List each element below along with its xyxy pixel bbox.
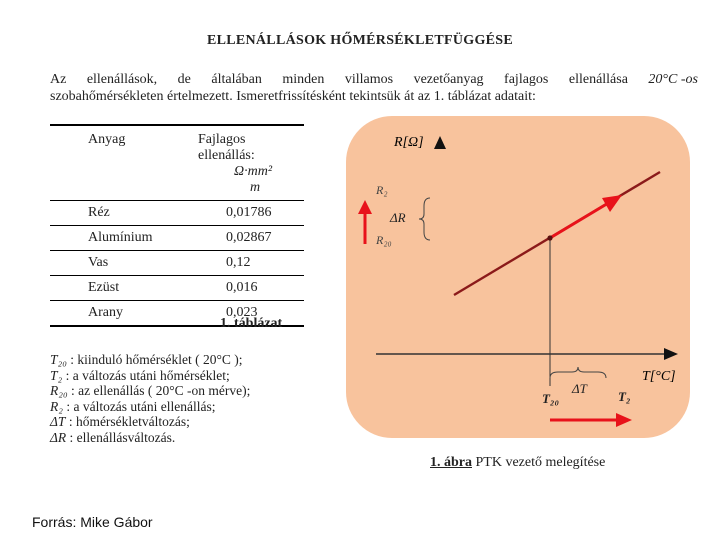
line-change-arrow — [550, 202, 610, 238]
y-axis-label: R[Ω] — [394, 135, 424, 150]
legend-item — [50, 352, 250, 368]
intro-line-1 — [50, 71, 698, 88]
legend-symbol: ΔR — [50, 429, 67, 445]
figure-caption-number: 1. ábra — [430, 455, 472, 470]
y-axis-arrow-icon — [434, 136, 446, 149]
table-row — [50, 276, 304, 301]
header-unit-top: Ω·mm² — [234, 164, 273, 179]
intro-word: ellenállások, — [86, 72, 158, 87]
legend-symbol: T₂ — [50, 367, 63, 383]
cell-value: 0,12 — [198, 251, 304, 276]
source-credit: Forrás: Mike Gábor — [32, 514, 153, 530]
t2-label: T₂ — [618, 389, 631, 404]
cell-material: Vas — [50, 251, 198, 276]
legend-text: : ellenállásváltozás. — [66, 429, 176, 445]
header-resistivity-label: Fajlagos ellenállás: — [198, 132, 255, 163]
legend-symbol: T₂₀ — [50, 352, 67, 367]
table-row — [50, 226, 304, 251]
legend-text: : a változás utáni ellenállás; — [62, 398, 216, 414]
intro-word: Az — [50, 72, 67, 87]
intro-word: vezetőanyag — [413, 72, 484, 87]
delta-t-arrow-icon — [616, 413, 632, 427]
r20-point — [547, 235, 552, 240]
legend-text: : hőmérsékletváltozás; — [65, 414, 190, 429]
r20-label: R₂₀ — [376, 233, 392, 247]
delta-t-label: ΔT — [572, 381, 587, 396]
legend-item — [50, 368, 250, 384]
page-title: ELLENÁLLÁSOK HŐMÉRSÉKLETFÜGGÉSE — [206, 33, 514, 48]
legend-text: : kiinduló hőmérséklet ( 20°C ); — [66, 352, 243, 367]
intro-word: de — [177, 72, 191, 87]
table-header-row — [50, 125, 304, 201]
t20-label: T₂₀ — [542, 391, 560, 406]
intro-word: 20°C -os — [648, 72, 698, 87]
r2-label: R₂ — [376, 183, 388, 197]
delta-r-label: ΔR — [390, 210, 406, 225]
cell-material: Réz — [50, 201, 198, 226]
intro-word: ellenállása — [568, 72, 628, 87]
intro-paragraph — [50, 71, 698, 105]
symbol-legend — [50, 352, 250, 445]
legend-item — [50, 383, 250, 399]
cell-value: 0,02867 — [198, 226, 304, 251]
header-material: Anyag — [50, 125, 198, 201]
legend-text: : a változás utáni hőmérséklet; — [62, 367, 230, 383]
legend-symbol: R₂₀ — [50, 383, 68, 398]
delta-t-brace — [550, 367, 606, 378]
legend-item — [50, 430, 250, 446]
cell-material: Ezüst — [50, 276, 198, 301]
intro-word: minden — [282, 72, 325, 87]
legend-symbol: R₂ — [50, 398, 63, 414]
intro-word: általában — [211, 72, 262, 87]
table-row — [50, 201, 304, 226]
legend-item — [50, 414, 250, 430]
delta-r-brace — [419, 198, 430, 240]
ptk-heating-diagram — [346, 116, 690, 446]
legend-item — [50, 399, 250, 415]
cell-material: Alumínium — [50, 226, 198, 251]
legend-text: : az ellenállás ( 20°C -on mérve); — [67, 383, 251, 398]
intro-word: fajlagos — [504, 72, 549, 87]
cell-value: 0,01786 — [198, 201, 304, 226]
intro-word: villamos — [344, 72, 394, 87]
header-unit-bottom: m — [250, 180, 261, 195]
cell-value: 0,023 — [198, 301, 304, 327]
figure-caption — [430, 455, 605, 471]
delta-r-arrow-icon — [358, 200, 372, 214]
x-axis-label: T[°C] — [642, 369, 676, 384]
intro-line-2: szobahőmérsékleten értelmezett. Ismeretfrissítésként tekintsük át az 1. táblázat adatait: — [50, 89, 536, 104]
resistivity-table — [50, 124, 304, 327]
table-caption: 1. táblázat — [220, 316, 283, 331]
figure-caption-text: PTK vezető melegítése — [472, 455, 606, 470]
cell-value: 0,016 — [198, 276, 304, 301]
table-row — [50, 251, 304, 276]
cell-material: Arany — [50, 301, 198, 327]
header-resistivity — [198, 125, 304, 201]
x-axis-arrow-icon — [664, 348, 678, 360]
legend-symbol: ΔT — [50, 414, 66, 429]
